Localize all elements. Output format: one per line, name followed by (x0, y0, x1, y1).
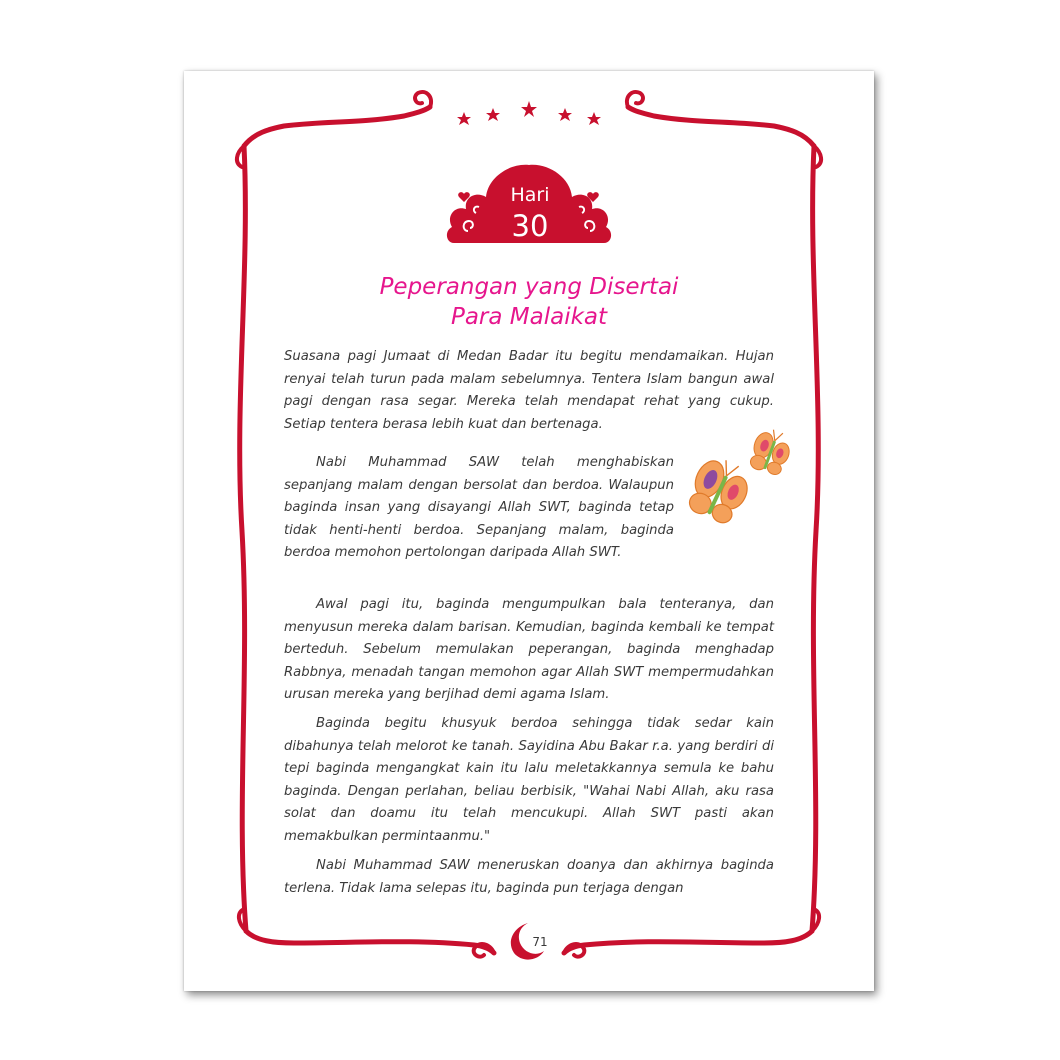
frame-left (240, 146, 246, 931)
star-icon (587, 112, 601, 125)
badge-label: Hari (510, 184, 550, 206)
star-icon (521, 101, 537, 117)
butterflies-illustration (684, 426, 804, 536)
frame-bottom-left (246, 931, 494, 953)
swirl-ornament (415, 92, 431, 107)
paragraph-1: Suasana pagi Jumaat di Medan Badar itu begitu mendamaikan. Hujan renyai telah turun pada malam sebelumnya. Tentera Islam bangun awal pagi dengan rasa segar. Mereka telah mendapat rehat yang cukup. Setiap tentera berasa lebih kuat dan bertenaga. (284, 349, 774, 432)
butterfly-icon (684, 452, 756, 529)
star-icon (457, 112, 471, 125)
title-line-1: Peperangan yang Disertai (379, 274, 679, 300)
badge-number: 30 (511, 209, 549, 243)
swirl-ornament (474, 944, 494, 957)
butterfly-icon (747, 426, 796, 478)
swirl-ornament (627, 92, 643, 107)
page-number: 71 (532, 935, 548, 949)
star-icon (558, 108, 572, 121)
paragraph-4: Baginda begitu khusyuk berdoa sehingga tidak sedar kain dibahunya telah melorot ke tanah. Sayidina Abu Bakar r.a. yang berdiri di tepi baginda mengangkat kain itu lalu meletakkannya semula ke bahu baginda. Dengan perlahan, beliau berbisik, "Wahai Nabi Allah, aku rasa solat dan doamu itu telah mencukupi. Allah SWT pasti akan memakbulkan permintaanmu." (284, 716, 774, 844)
paragraph-2: Nabi Muhammad SAW telah menghabiskan sepanjang malam dengan bersolat dan berdoa. Walaupun baginda insan yang disayangi Allah SWT, baginda tetap tidak henti-henti berdoa. Sepanjang malam, baginda berdoa memohon pertolongan daripada Allah SWT. (284, 455, 674, 561)
frame-bottom-right (564, 931, 812, 953)
star-icon (486, 108, 500, 121)
paragraph-3: Awal pagi itu, baginda mengumpulkan bala tenteranya, dan menyusun mereka dalam barisan. Kemudian, baginda kembali ke tempat berteduh. Sebelum memulakan peperangan, baginda menghadap Rabbnya, menadah tangan memohon agar Allah SWT mempermudahkan urusan mereka yang berjihad demi agama Islam. (284, 597, 774, 703)
swirl-ornament (564, 944, 584, 957)
title-line-2: Para Malaikat (450, 304, 608, 330)
paragraph-5: Nabi Muhammad SAW meneruskan doanya dan akhirnya baginda terlena. Tidak lama selepas itu, baginda pun terjaga dengan (284, 858, 774, 896)
page-title (294, 272, 764, 332)
frame-right (812, 146, 818, 931)
frame-top-left (244, 107, 430, 146)
book-page (184, 71, 874, 991)
frame-top-right (628, 107, 814, 146)
